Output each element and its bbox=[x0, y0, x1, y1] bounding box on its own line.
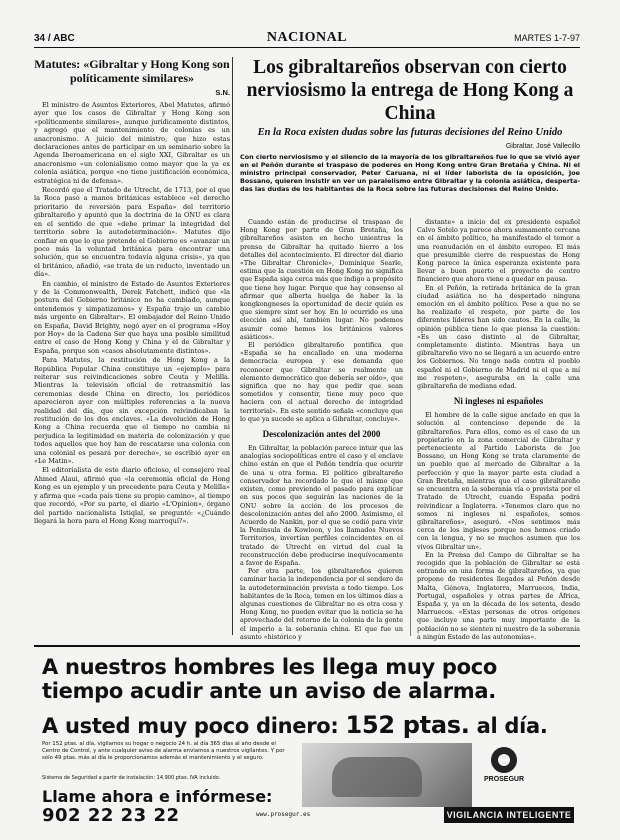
page-reference: 34 / ABC bbox=[34, 33, 75, 44]
ad-banner: VIGILANCIA INTELIGENTE bbox=[444, 807, 574, 823]
ad-photo bbox=[302, 743, 472, 807]
ad-phone-number: 902 22 23 22 bbox=[42, 805, 180, 826]
sidebar-paragraph: El ministro de Asuntos Exteriores, Abel Matutes, afirmó ayer que los casos de Gibraltar y Hong Kong son «políticamente similares», aunque jurídicamente distintos, y agregó que el mantenimiento de colonias es un anacronismo. A juicio del ministro, que hizo estas declaraciones antes de participar en un seminario sobre la Agenda Iberoamericana en el siglo XXI, Gibraltar es un anacronismo «un colonialismo como mayor que la ya ex colonia asiática, porque «no tiene justificación económica, estratégica ni de defensa». bbox=[34, 101, 230, 185]
article-paragraph: En Gibraltar, la población parece intuir que las analogías sociopolíticas entre el caso y el enclave chino están en que el Peñón tendría que ocurrir de una u otra forma. El político gibraltareño conservador ha recordado lo que el mismo que existen, como previendo el pasado para explicar en sus pocos que seguirán las naciones de la ONU sobre la acción de los procesos de descolonización antes del año 2000. Asimismo, el Acuerdo de Nankin, por el que se cedió para vivir la Península de Kowloon, y los llamados Nuevos Territorios, invertían perfiles coincidentes en el tratado de Utrecht en virtud del cual la reconstrucción debe producirse inequívocamente a favor de España. bbox=[240, 444, 403, 567]
issue-date: MARTES 1-7-97 bbox=[514, 33, 580, 43]
ad-headline: A nuestros hombres les llega muy poco tiempo acudir ante un aviso de alarma. bbox=[42, 655, 498, 703]
ad-logo bbox=[474, 747, 534, 803]
sidebar-signature: S.N. bbox=[215, 88, 230, 97]
article-dateline: Gibraltar. José Vallecillo bbox=[505, 143, 580, 150]
article-paragraph: distante» a inicio del ex presidente español Calvo Sotelo ya parece ahora sumamente cercana en el ámbito político, ha manifestado el temor a una reanudación en el ámbito europeo. El más que presumible cierre de respuestas de Hong Kong parece la única esperanza existente para llevar a buen puerto el proyecto de centro financiero que ahora viene a quedar en pausa. bbox=[417, 218, 580, 284]
article-paragraph: Por otra parte, los gibraltareños quieren caminar hacia la independencia por el sendero de la autodeterminación prevista a todo tiempo. Los habitantes de la Roca, temen en los últimos días a algunas cuestiones de Gibraltar no es otra cosa y Hong Kong, no pueden evitar que la noticia se ha aprovechado del retorno de la colonia de la gente el imperio a la soberanía china. El que fue un asunto «histórico y bbox=[240, 567, 403, 641]
advertisement bbox=[34, 645, 580, 825]
page-header bbox=[34, 30, 580, 48]
ad-price-prefix: A usted muy poco dinero: bbox=[42, 714, 339, 738]
ad-url: www.prosegur.es bbox=[256, 811, 311, 818]
main-article-header bbox=[240, 56, 580, 195]
sidebar-paragraph: Para Matutes, la restitución de Hong Kong a la República Popular China constituye un «ejemplo» para reiterar sus reivindicaciones sobre Ceuta y Melilla. Mientras la televisión oficial de retransmitió las ceremonias desde China en directo, los periódicos aparecieron ayer con múltiples referencias a la nueva realidad del día, que sin excepción reivindicaban la restitución de los dos enclaves. «La devolución de Hong Kong a China recuerda que el tiempo no cambia ni perjudica la legitimidad en materia de colonización y que todos aquellos que hoy han de rescatarse una colonia con una colonial es pesará por derecho», se escribió ayer en «Le Matin». bbox=[34, 356, 230, 466]
sidebar-paragraph: Recordó que el Tratado de Utrecht, de 1713, por el que la Roca pasó a manos británicas establece «el derecho prioritario de reversión para España» del territorio gibraltareño y apuntó que la doctrina de la ONU es clara en el sentido de que «debe primar la integridad del territorio sobre la autodeterminación». Matutes dijo confiar en que lo que pretende el Gobierno es «avanzar un poco más la voluntad británica para encontrar una solución, que se encuentra todavía alguna crisis», ya que el británico, añadió, «se trata de un reducto, inventado un día». bbox=[34, 186, 230, 279]
sidebar-title: Matutes: «Gibraltar y Hong Kong son políticamente similares» bbox=[34, 57, 230, 85]
sidebar-article bbox=[34, 57, 230, 676]
article-subtitle: En la Roca existen dudas sobre las futuras decisiones del Reino Unido bbox=[257, 127, 563, 138]
article-subhead: Descolonización antes del 2000 bbox=[262, 429, 381, 440]
column-divider bbox=[410, 218, 411, 636]
article-paragraph: El periódico gibraltareño pontifica que «España se ha encallado en una moderna democracia europea y ese demanda que reconocer que Gibraltar se realmente un elemento democrático que debería ser oído», que significa que no hay que pedir que sean sometidos y consentir, tiene muy poco que haciera con el actual derecho de integridad territorial». En este sentido señala «concluye que lo que ya sucede se aplica a Gibraltar, concluye». bbox=[240, 341, 403, 423]
ad-body: Por 152 ptas. al día, vigilamos su hogar o negocio 24 h. al día 365 días al año desde el Centro de Control, y ante cualquier aviso de alarma enviamos a nuestros vigilantes. Y por sólo 49 ptas. más al día le proporcionamos además el mantenimiento y el seguro. bbox=[42, 741, 285, 761]
article-paragraph: Cuando están de producirse el traspaso de Hong Kong por parte de Gran Bretaña, los gibraltareños asisten en hecho unientras la prensa de Gibraltar ha quitado hierro a los detalles del acontecimiento. El director del diario «The Gibraltar Chronicle», Dominique Searle, estima que la cuestión en Hong Kong no significa que España siga cerca más que indigo a propósito que tiene hoy lugar. Porque que hay consenso al afirmar que alberta huelga de haber la la kongkongneses la oportunidad de decir quién es que siempre simt ser hoy. En lo ocurrido es una elección así ahí, también lugar. No podemos asumir como hemos los británicos valores asiáticos». bbox=[240, 218, 403, 341]
ad-call-label: Llame ahora e infórmese: bbox=[42, 787, 273, 806]
article-headline: Los gibraltareños observan con cierto nerviosismo la entrega de Hong Kong a China bbox=[246, 57, 574, 124]
article-subhead: Ni ingleses ni españoles bbox=[453, 396, 544, 407]
section-title: NACIONAL bbox=[266, 30, 348, 45]
article-lead: Con cierto nerviosismo y el silencio de la mayoría de los gibraltareños fue lo que se vivió ayer en el Peñón durante el traspaso de poderes en Hong Kong entre Gran Bretaña y China. Ni el ministro principal conservador, Peter Caruana, ni el líder laborista de la oposición, Joe Bossano, quieren insistir en ver un paralelismo entre Gibraltar y la colonia asiática, despertadas las dudas de los habitantes de la Roca sobre las futuras decisiones del Reino Unido. bbox=[240, 153, 580, 193]
article-columns bbox=[240, 218, 580, 641]
article-column-2 bbox=[417, 218, 580, 641]
prosegur-logo-icon bbox=[491, 747, 517, 773]
ad-price-suffix: al día. bbox=[476, 714, 548, 738]
ad-price-amount: 152 ptas. bbox=[345, 711, 470, 739]
sidebar-paragraph: En cambio, el ministro de Estado de Asuntos Exteriores y de la Commonwealth, Derek Fatchett, indicó que «la postura del Gobierno británico no ha cambiado, aunque entendemos y simpatizamos» y España trajo un cambio más urgente en Gibraltar». El embajador del Reino Unido en España, David Brighty, negó ayer en el programa «Hoy por Hoy» de la Cadena Ser que haya una posible similitud entre el caso de Hong Kong y China y el de Gibraltar y España, porque son «casos absolutamente distintos». bbox=[34, 279, 230, 355]
ad-brand: PROSEGUR bbox=[483, 776, 525, 783]
sidebar-paragraph: El editorialista de este diario oficioso, el consejero real Ahmed Alaui, afirmó que «la ceremonia oficial de Hong Kong es un ejemplo y un precedente para Ceuta y Melilla» y afirma que «cada país tiene su propio camino», al tiempo que recordó, «Por su parte, el diario «L'Opinion», órgano del partido nacionalista Istiqlal, se preguntó: «¿Cuándo llegará la hora para el Hong Kong marroquí?». bbox=[34, 466, 230, 525]
article-column-1 bbox=[240, 218, 403, 641]
ad-small-print: Sistema de Seguridad a partir de instalación: 14.900 ptas. IVA incluido. bbox=[42, 775, 221, 781]
article-paragraph: En el Peñón, la retirada británica de la gran ciudad asiática no ha despertado ninguna emoción en el ámbito político. Pese a que no se ha realizado el respeto, por parte de los diferentes líderes han sido cautos. En la calle, la opinión pública tiene lo que piensa la cuestión: «Es un caso distinto al de Gibraltar, completamente distinto. Mientras haya un gibraltareño vivo no se llegará a un acuerdo entre los Gobiernos. No tengo nada contra el pueblo español ni el Gobierno de Madrid ni el que a mí me respeten», aseguraba en la calle una gibraltareña de mediana edad. bbox=[417, 283, 580, 391]
ad-price-line bbox=[42, 711, 582, 739]
column-divider bbox=[232, 57, 233, 635]
article-paragraph: El hombre de la calle sigue anclado en que la solución al contencioso depende de la gibraltareños. Para ellos, como es el caso de un propietario en la zona comercial de Gibraltar y perteneciente al Partido Laborista de Joe Bossano, un Hong Kong se trata claramente de un pueblo que al mercado de Gibraltar a la perfección y que la mayor parte esta ciudad a Gran Bretaña, mientras que el caso gibraltareño se encuentra en la soberanía vía o prevista por el Tratado de Utrecht, cuando España podrá reivindicar a Inglaterra. «Tenemos claro que no somos ni ingleses ni españoles, somos gibraltareños», aseguró. «Nos sentimos más cerca de los ingleses porque nos hemos criado con la lengua, y no se muchos asumen que los vivos Gibraltar un». bbox=[417, 411, 580, 551]
ad-photo-figure bbox=[332, 757, 422, 797]
sidebar-body bbox=[34, 101, 230, 676]
article-paragraph: En la Prensa del Campo de Gibraltar se ha recogido que la población de Gibraltar se está entrando en una forma de gibraltareños, ya que propone de residentes llegados al Peñón desde Malta, Génova, Inglaterra, Marruecos, India, Portugal, españoles y otras partes de África, España y, ya en la década de los setenta, desde Marruecos. «Estas personas de otros orígenes que incluye una parte muy importante de la población no se sienten ni nuestro de la soberanía a ningún Estado de las autonomías». bbox=[417, 550, 580, 641]
